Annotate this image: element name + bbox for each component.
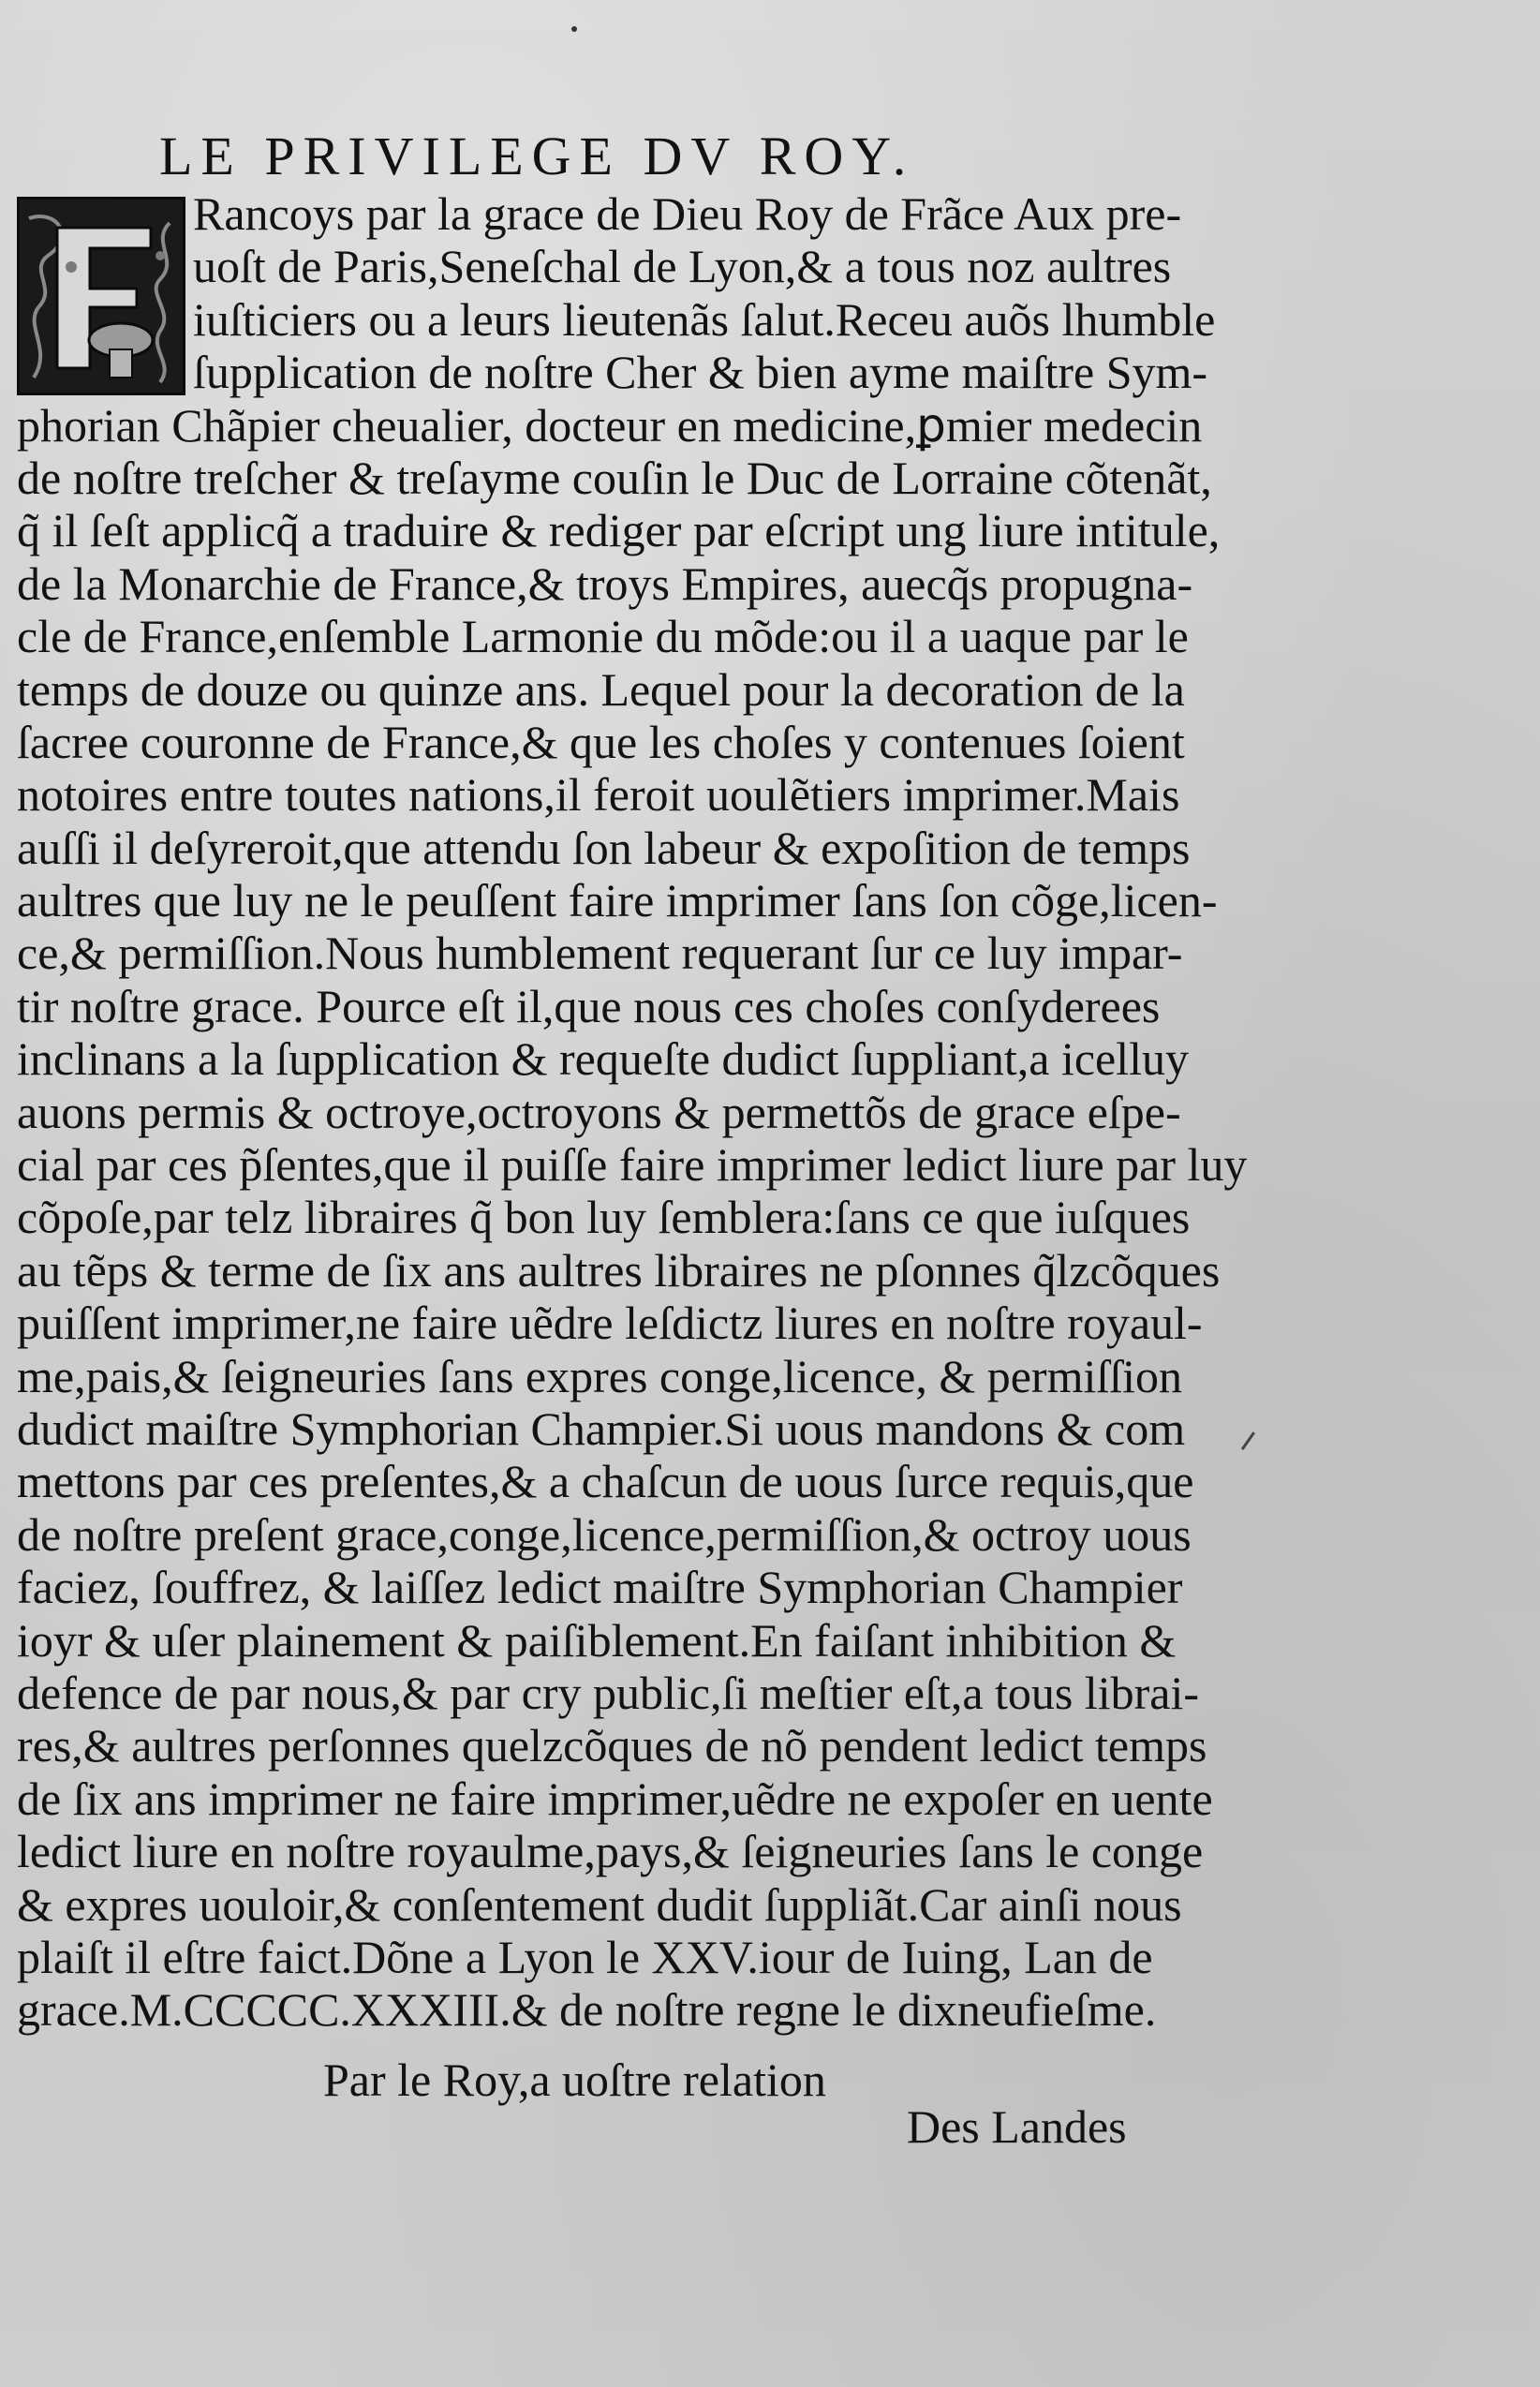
text-line: faciez, ſouffrez, & laiſſez ledict maiſtre Symphorian Champier	[17, 1561, 1183, 1614]
text-line: res,& aultres perſonnes quelzcõques de nõ pendent ledict temps	[17, 1719, 1207, 1772]
text-line: & expres uouloir,& conſentement dudit ſuppliãt.Car ainſi nous	[17, 1877, 1182, 1931]
text-line: notoires entre toutes nations,il feroit uoulẽtiers imprimer.Mais	[17, 768, 1180, 822]
text-line: ce,& permiſſion.Nous humblement requerant ſur ce luy impar-	[17, 927, 1183, 980]
text-line: auſſi il deſyreroit,que attendu ſon labeur & expoſition de temps	[17, 821, 1191, 874]
text-line: cial par ces p̃ſentes,que il puiſſe faire imprimer ledict liure par luy	[17, 1138, 1248, 1192]
text-line: me,pais,& ſeigneuries ſans expres conge,licence, & permiſſion	[17, 1349, 1183, 1402]
margin-mark	[1241, 1431, 1263, 1455]
text-line: iuſticiers ou a leurs lieutenãs ſalut.Receu auõs lhumble	[193, 292, 1216, 346]
text-line: ledict liure en noſtre royaulme,pays,& ſeigneuries ſans le conge	[17, 1825, 1204, 1878]
ink-speck	[571, 26, 577, 32]
text-line: temps de douze ou quinze ans. Lequel pour la decoration de la	[17, 662, 1185, 716]
text-line: cõpoſe,par telz libraires q̃ bon luy ſemblera:ſans ce que iuſques	[17, 1191, 1191, 1244]
text-line: cle de France,enſemble Larmonie du mõde:ou il a uaque par le	[17, 610, 1189, 663]
text-line: ſacree couronne de France,& que les choſes y contenues ſoient	[17, 715, 1185, 768]
text-line: de noſtre preſent grace,conge,licence,permiſſion,& octroy uous	[17, 1507, 1192, 1561]
text-line: uoſt de Paris,Seneſchal de Lyon,& a tous noz aultres	[193, 240, 1172, 293]
text-line: aultres que luy ne le peuſſent faire imprimer ſans ſon cõge,licen-	[17, 874, 1218, 927]
text-line: phorian Chãpier cheualier, docteur en medicine,ꝑmier medecin	[17, 398, 1203, 452]
text-line: defence de par nous,& par cry public,ſi meſtier eſt,a tous librai-	[17, 1666, 1200, 1719]
text-line: auons permis & octroye,octroyons & permettõs de grace eſpe-	[17, 1085, 1181, 1138]
text-line: ioyr & uſer plainement & paiſiblement.En faiſant inhibition &	[17, 1613, 1177, 1667]
page-heading: LE PRIVILEGE DV ROY.	[159, 126, 915, 186]
text-line: au tẽps & terme de ſix ans aultres libraires ne pſonnes q̃lzcõques	[17, 1243, 1221, 1297]
text-line: plaiſt il eſtre faict.Dõne a Lyon le XXV.iour de Iuing, Lan de	[17, 1930, 1153, 1983]
text-line: tir noſtre grace. Pource eſt il,que nous ces choſes conſyderees	[17, 979, 1161, 1032]
text-line: de ſix ans imprimer ne faire imprimer,uẽdre ne expoſer en uente	[17, 1772, 1213, 1825]
text-line: inclinans a la ſupplication & requeſte dudict ſuppliant,a icelluy	[17, 1032, 1190, 1086]
privilege-text	[17, 187, 1248, 2037]
text-line: grace.M.CCCCC.XXXIII.& de noſtre regne le dixneufieſme.	[17, 1983, 1157, 2037]
text-line: dudict maiſtre Symphorian Champier.Si uous mandons & com	[17, 1401, 1186, 1455]
text-line: mettons par ces preſentes,& a chaſcun de uous ſurce requis,que	[17, 1455, 1194, 1508]
closing-line: Par le Roy,a uoſtre relation	[323, 2053, 826, 2106]
text-line: puiſſent imprimer,ne faire uẽdre leſdictz liures en noſtre royaul-	[17, 1297, 1203, 1350]
text-line: Rancoys par la grace de Dieu Roy de Frãce Aux pre-	[193, 187, 1182, 240]
signature: Des Landes	[907, 2100, 1127, 2153]
text-line: q̃ il ſeſt applicq̃ a traduire & rediger par eſcript ung liure intitule,	[17, 504, 1221, 557]
text-line: de la Monarchie de France,& troys Empires, auecq̃s propugna-	[17, 556, 1193, 610]
text-line: ſupplication de noſtre Cher & bien ayme maiſtre Sym-	[193, 346, 1208, 399]
text-line: de noſtre treſcher & treſayme couſin le Duc de Lorraine cõtenãt,	[17, 451, 1212, 504]
